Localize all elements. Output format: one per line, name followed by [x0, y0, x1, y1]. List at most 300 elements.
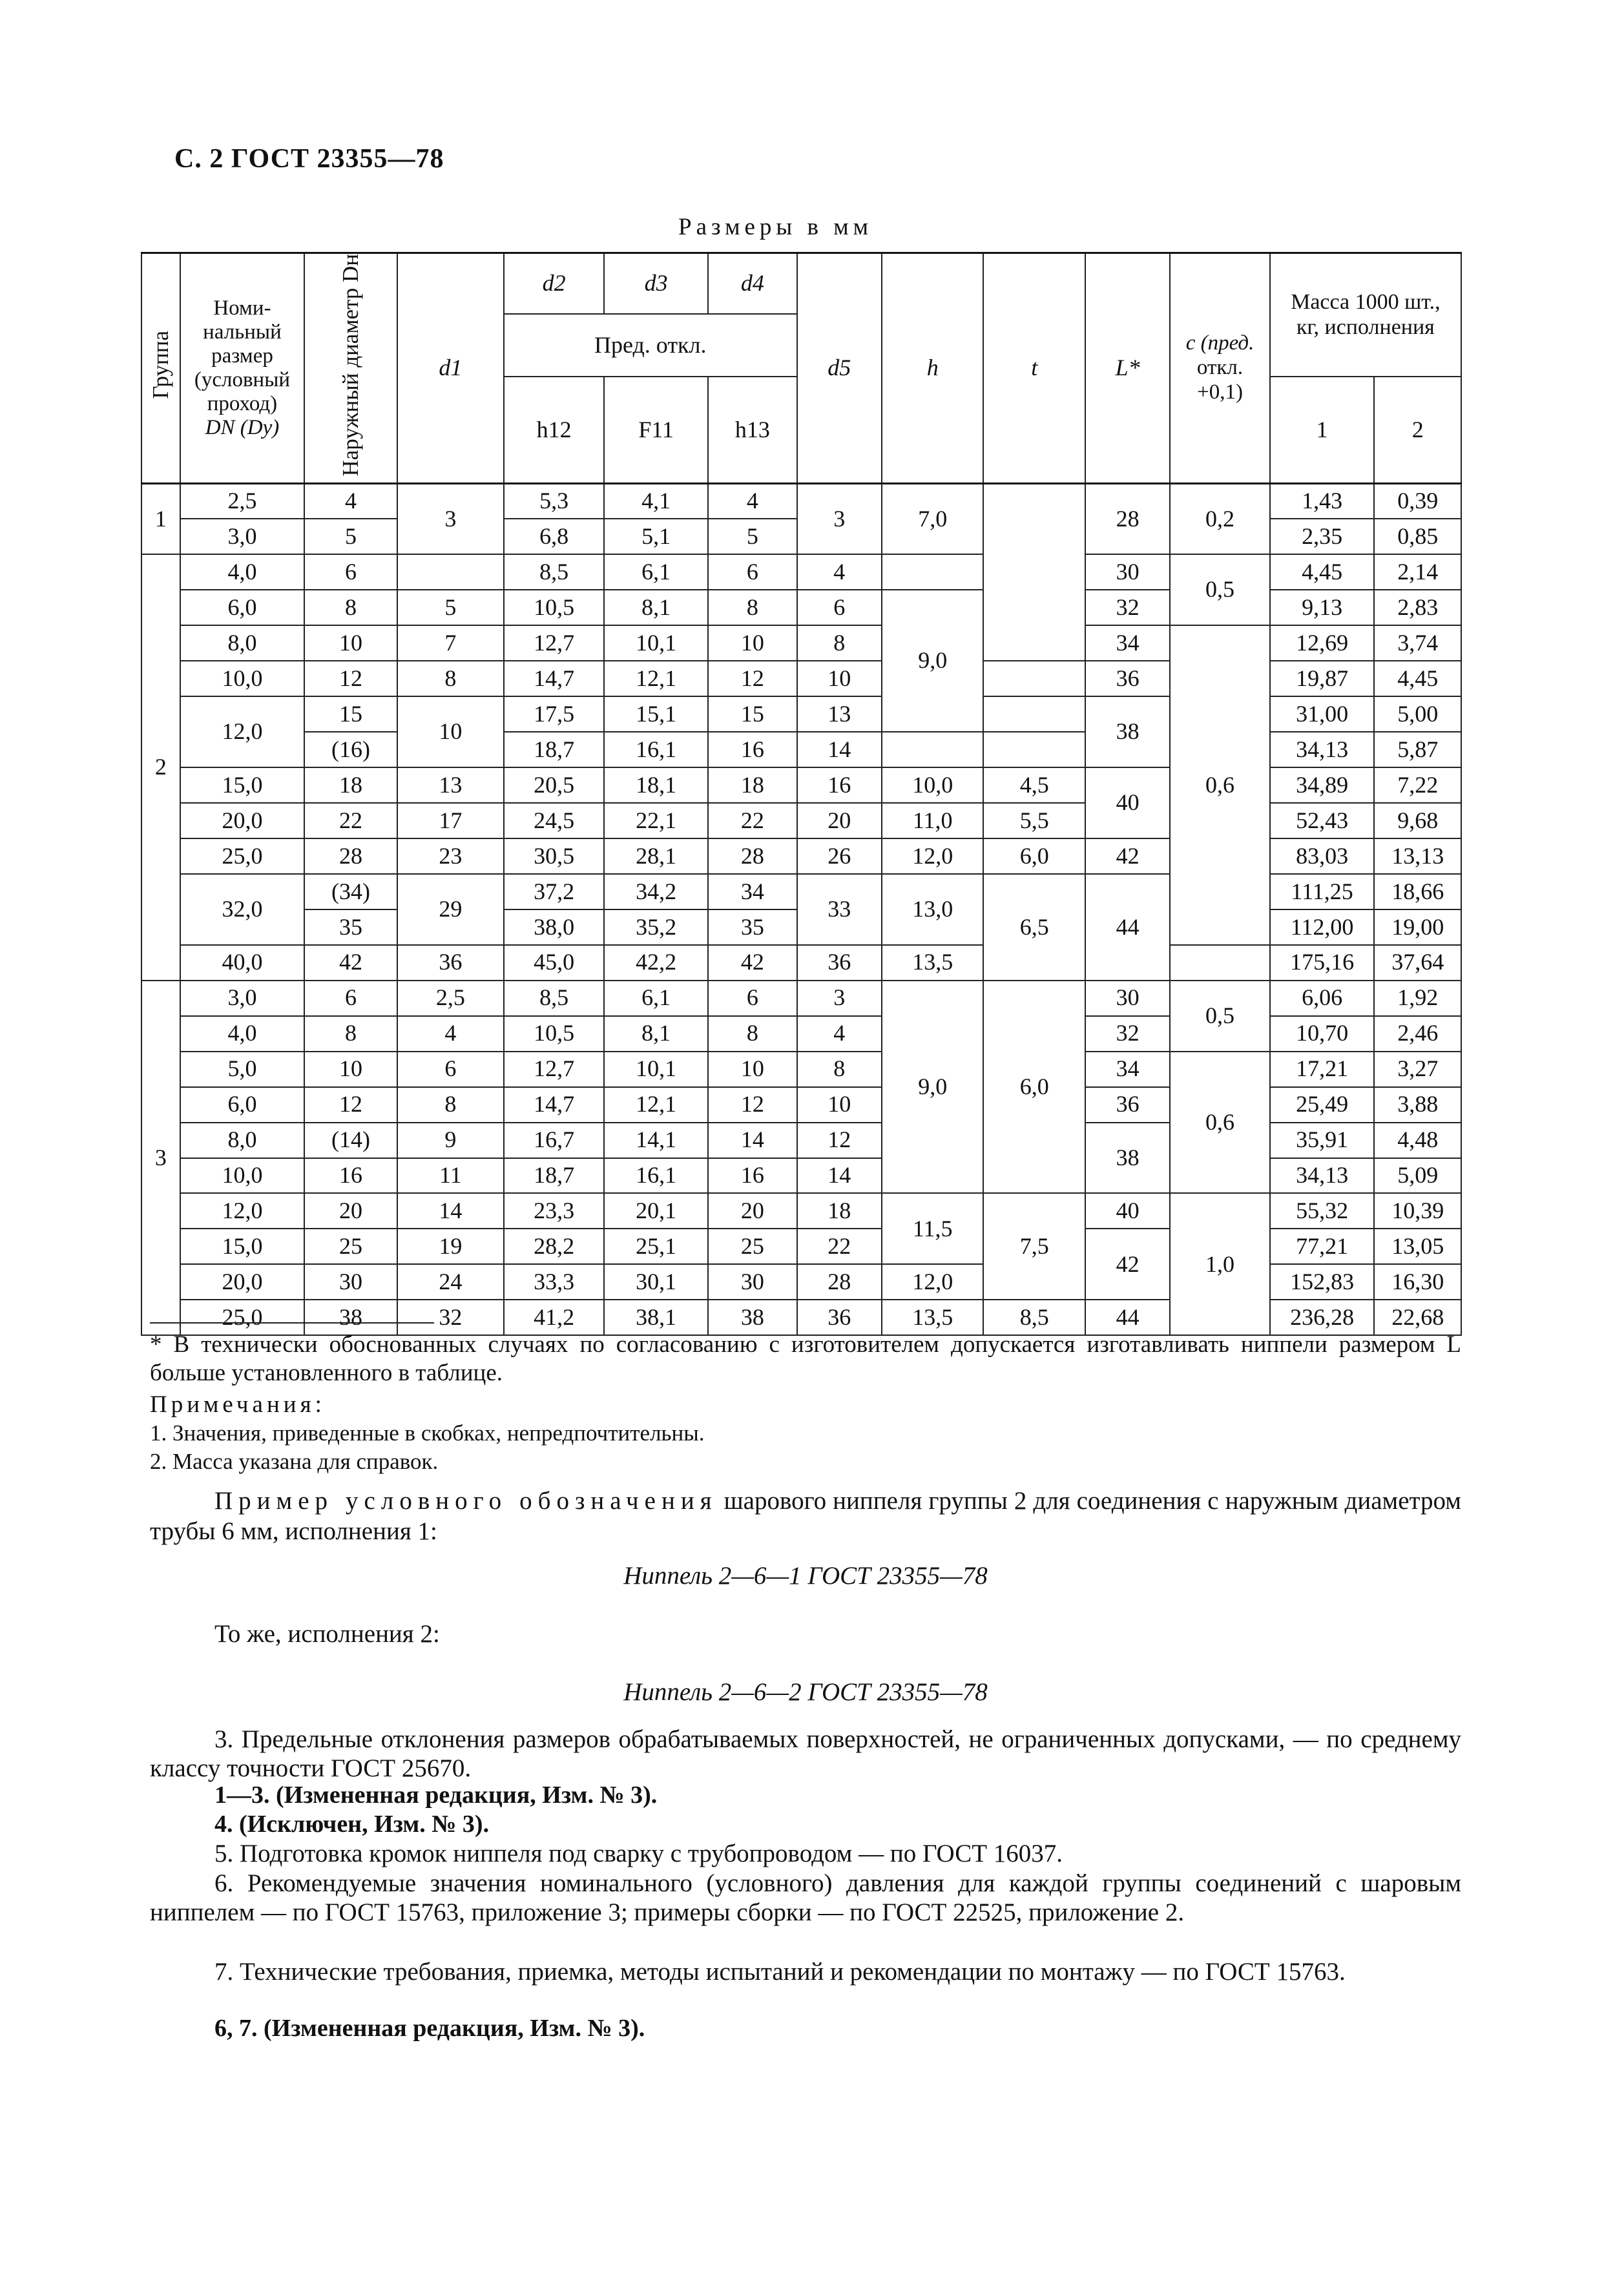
table-cell: 16,30	[1374, 1264, 1461, 1300]
table-cell: 44	[1085, 874, 1170, 981]
table-cell: 7,0	[882, 483, 984, 554]
table-cell: 34,13	[1270, 1158, 1375, 1194]
table-cell: 12,1	[604, 1087, 708, 1123]
table-cell: 35	[304, 909, 397, 945]
table-cell: 3,0	[180, 519, 304, 554]
table-cell: 32	[397, 1300, 504, 1335]
table-cell	[983, 483, 1085, 661]
table-cell: 40,0	[180, 945, 304, 981]
table-cell: 15,0	[180, 767, 304, 803]
table-cell: 9,0	[882, 590, 984, 732]
table-cell: 28	[797, 1264, 882, 1300]
table-cell: 3	[141, 981, 180, 1336]
table-cell: 18,1	[604, 767, 708, 803]
table-cell: 40	[1085, 1193, 1170, 1229]
table-cell: 8	[304, 590, 397, 625]
table-cell: 4,45	[1270, 554, 1375, 590]
table-cell: 42,2	[604, 945, 708, 981]
table-cell: (14)	[304, 1123, 397, 1158]
table-cell: 30,1	[604, 1264, 708, 1300]
table-cell	[983, 696, 1085, 732]
table-cell: 19	[397, 1229, 504, 1264]
table-cell	[983, 732, 1085, 767]
table-cell	[882, 554, 984, 590]
table-cell: 12	[304, 661, 397, 696]
table-cell: 0,85	[1374, 519, 1461, 554]
table-cell	[397, 554, 504, 590]
table-cell: 25,0	[180, 838, 304, 874]
table-cell: 10,0	[882, 767, 984, 803]
table-cell: 45,0	[504, 945, 604, 981]
table-cell: 9,13	[1270, 590, 1375, 625]
table-cell: 42	[304, 945, 397, 981]
table-cell: 6,5	[983, 874, 1085, 981]
table-cell: 4,48	[1374, 1123, 1461, 1158]
header-mass-1: 1	[1270, 377, 1375, 484]
table-cell: 30	[1085, 981, 1170, 1016]
table-cell: 25,0	[180, 1300, 304, 1335]
table-cell: 5,87	[1374, 732, 1461, 767]
note-1: 1. Значения, приведенные в скобках, непредпочтительны.	[150, 1420, 705, 1446]
paragraph-4: 4. (Исключен, Изм. № 3).	[214, 1811, 490, 1838]
header-d3: d3	[604, 253, 708, 314]
table-cell: 4,5	[983, 767, 1085, 803]
header-t: t	[983, 253, 1085, 484]
table-cell: 16,1	[604, 1158, 708, 1194]
table-cell: 7	[397, 625, 504, 661]
table-cell: 4,0	[180, 1016, 304, 1052]
paragraph-6: 6. Рекомендуемые значения номинального (условного) давления для каждой группы соединений с шаровым ниппелем — по ГОСТ 15763, приложение 3; примеры сборки — по ГОСТ 22525, приложение 2.	[150, 1869, 1461, 1926]
table-cell: 6	[797, 590, 882, 625]
table-cell: 13,13	[1374, 838, 1461, 874]
table-cell: 18	[304, 767, 397, 803]
header-h: h	[882, 253, 984, 484]
table-cell: 6	[304, 981, 397, 1016]
table-cell: 18,7	[504, 1158, 604, 1194]
table-cell: 4	[797, 1016, 882, 1052]
table-cell: 15	[304, 696, 397, 732]
table-row	[141, 981, 1461, 1016]
header-tolerance: Пред. откл.	[504, 314, 797, 377]
table-cell	[983, 661, 1085, 696]
table-cell: 1,0	[1170, 1193, 1269, 1335]
table-cell: 8,1	[604, 590, 708, 625]
table-cell: 36	[797, 1300, 882, 1335]
table-cell: 6,1	[604, 981, 708, 1016]
table-cell: 38	[708, 1300, 797, 1335]
table-cell: 28	[708, 838, 797, 874]
table-cell: 10	[304, 625, 397, 661]
table-cell: 28	[1085, 483, 1170, 554]
header-c: c (пред. откл. +0,1)	[1170, 253, 1269, 484]
table-cell: 23	[397, 838, 504, 874]
table-cell: 4,0	[180, 554, 304, 590]
table-cell: 5	[708, 519, 797, 554]
table-cell: 36	[797, 945, 882, 981]
table-cell: 22	[304, 803, 397, 838]
table-cell: 11,0	[882, 803, 984, 838]
table-cell: 32,0	[180, 874, 304, 945]
table-cell: 7,22	[1374, 767, 1461, 803]
table-cell: 34,2	[604, 874, 708, 909]
header-outer-diameter: Наружный диаметр Dн	[304, 253, 397, 484]
table-row	[141, 483, 1461, 519]
table-cell: 5,0	[180, 1052, 304, 1087]
paragraph-7: 7. Технические требования, приемка, методы испытаний и рекомендации по монтажу — по ГОСТ 15763.	[214, 1958, 1346, 1986]
table-cell: 6	[708, 981, 797, 1016]
table-cell: 12,0	[180, 1193, 304, 1229]
table-cell: 12,0	[882, 838, 984, 874]
table-cell: 10,39	[1374, 1193, 1461, 1229]
table-cell: 12	[304, 1087, 397, 1123]
table-cell: 22	[708, 803, 797, 838]
table-cell: 2,83	[1374, 590, 1461, 625]
table-cell: 31,00	[1270, 696, 1375, 732]
table-cell: 8	[397, 661, 504, 696]
table-cell: 14	[397, 1193, 504, 1229]
table-row	[141, 1193, 1461, 1229]
table-cell: 14	[797, 732, 882, 767]
table-cell: 42	[1085, 1229, 1170, 1300]
table-cell: 4,1	[604, 483, 708, 519]
table-cell: 20	[708, 1193, 797, 1229]
table-cell: 20,0	[180, 1264, 304, 1300]
table-cell: 7,5	[983, 1193, 1085, 1300]
table-cell: 10,5	[504, 1016, 604, 1052]
table-cell: 19,00	[1374, 909, 1461, 945]
table-cell: 8	[708, 590, 797, 625]
table-cell: 11	[397, 1158, 504, 1194]
table-cell: 8	[797, 625, 882, 661]
table-cell: 18,7	[504, 732, 604, 767]
example-paragraph	[150, 1486, 1461, 1546]
table-cell: 16	[797, 767, 882, 803]
table-cell: 20,5	[504, 767, 604, 803]
table-cell: 33	[797, 874, 882, 945]
header-tol-d3: F11	[604, 377, 708, 484]
table-cell: 2	[141, 554, 180, 980]
table-cell: 4	[708, 483, 797, 519]
table-cell: 24,5	[504, 803, 604, 838]
table-cell: 10,0	[180, 661, 304, 696]
table-row	[141, 1052, 1461, 1087]
table-cell: 6	[708, 554, 797, 590]
table-cell: 8	[708, 1016, 797, 1052]
table-cell: 3,88	[1374, 1087, 1461, 1123]
table-cell: 6,8	[504, 519, 604, 554]
footnote-rule	[150, 1322, 434, 1324]
table-cell: 10,1	[604, 625, 708, 661]
table-cell: 175,16	[1270, 945, 1375, 981]
paragraph-3: 3. Предельные отклонения размеров обрабатываемых поверхностей, не ограниченных допусками, — по среднему классу точности ГОСТ 25670.	[150, 1725, 1461, 1782]
header-mass-2: 2	[1374, 377, 1461, 484]
header-d5: d5	[797, 253, 882, 484]
table-cell: 152,83	[1270, 1264, 1375, 1300]
table-cell: 4,45	[1374, 661, 1461, 696]
dimensions-table-wrap	[141, 252, 1462, 1331]
table-cell: 17,21	[1270, 1052, 1375, 1087]
table-cell: 34,89	[1270, 767, 1375, 803]
table-cell: 30	[1085, 554, 1170, 590]
table-cell: 2,35	[1270, 519, 1375, 554]
table-cell: 55,32	[1270, 1193, 1375, 1229]
table-cell: 2,5	[397, 981, 504, 1016]
footnote: * В технически обоснованных случаях по согласованию с изготовителем допускается изготавливать ниппели размером L больше установленного в таблице.	[150, 1331, 1461, 1386]
table-cell: 8,1	[604, 1016, 708, 1052]
table-cell: 0,5	[1170, 554, 1269, 625]
table-cell: 12,0	[882, 1264, 984, 1300]
table-cell: 8,0	[180, 625, 304, 661]
table-cell: 83,03	[1270, 838, 1375, 874]
table-cell: 41,2	[504, 1300, 604, 1335]
table-cell: 34,13	[1270, 732, 1375, 767]
table-cell: 42	[708, 945, 797, 981]
page-title: С. 2 ГОСТ 23355—78	[174, 144, 444, 174]
table-cell: 9,68	[1374, 803, 1461, 838]
table-cell: 4	[797, 554, 882, 590]
table-cell: 10	[797, 1087, 882, 1123]
table-cell: 8,5	[504, 981, 604, 1016]
table-cell: 10	[708, 625, 797, 661]
table-cell: 3	[797, 981, 882, 1016]
table-cell: 30	[708, 1264, 797, 1300]
table-cell: 2,14	[1374, 554, 1461, 590]
paragraph-6-7-amend: 6, 7. (Измененная редакция, Изм. № 3).	[214, 2015, 645, 2042]
header-L: L*	[1085, 253, 1170, 484]
table-cell: 42	[1085, 838, 1170, 874]
table-cell: 10	[304, 1052, 397, 1087]
table-cell: 20,1	[604, 1193, 708, 1229]
table-cell: 28	[304, 838, 397, 874]
table-cell: 5	[304, 519, 397, 554]
table-cell: 14	[797, 1158, 882, 1194]
table-cell: 14,1	[604, 1123, 708, 1158]
table-cell: 6,0	[983, 838, 1085, 874]
table-cell: 10	[708, 1052, 797, 1087]
table-cell: 8	[397, 1087, 504, 1123]
table-cell: 25,1	[604, 1229, 708, 1264]
table-cell: 10	[797, 661, 882, 696]
table-cell: 12	[708, 661, 797, 696]
table-cell: 1,43	[1270, 483, 1375, 519]
table-cell: 6,1	[604, 554, 708, 590]
table-cell: 112,00	[1270, 909, 1375, 945]
table-cell: 14	[708, 1123, 797, 1158]
table-cell: 8,5	[983, 1300, 1085, 1335]
table-cell: 12,1	[604, 661, 708, 696]
table-cell: 0,6	[1170, 1052, 1269, 1194]
table-cell: 20	[304, 1193, 397, 1229]
table-cell: 236,28	[1270, 1300, 1375, 1335]
table-cell: 6,0	[180, 590, 304, 625]
table-cell: 13,0	[882, 874, 984, 945]
table-cell: 25	[304, 1229, 397, 1264]
table-cell: 32	[1085, 1016, 1170, 1052]
table-cell: 3	[797, 483, 882, 554]
table-cell: 34	[1085, 625, 1170, 661]
table-cell: 5,5	[983, 803, 1085, 838]
table-cell: 16	[708, 1158, 797, 1194]
table-cell: 10,70	[1270, 1016, 1375, 1052]
table-cell: 17,5	[504, 696, 604, 732]
table-cell: 5,00	[1374, 696, 1461, 732]
table-cell: 10,1	[604, 1052, 708, 1087]
table-cell: 38,0	[504, 909, 604, 945]
table-cell: 8	[304, 1016, 397, 1052]
example-lead: Пример условного обозначения	[214, 1487, 718, 1515]
table-cell: 1	[141, 483, 180, 554]
table-cell: 44	[1085, 1300, 1170, 1335]
table-cell: 8,0	[180, 1123, 304, 1158]
table-cell: 0,5	[1170, 981, 1269, 1052]
table-cell: 14,7	[504, 1087, 604, 1123]
table-cell: 3	[397, 483, 504, 554]
table-cell: 12	[708, 1087, 797, 1123]
table-cell: 35,2	[604, 909, 708, 945]
table-row	[141, 554, 1461, 590]
table-cell: 15,1	[604, 696, 708, 732]
table-cell: 19,87	[1270, 661, 1375, 696]
table-cell: 22,1	[604, 803, 708, 838]
header-d4: d4	[708, 253, 797, 314]
table-cell: 30	[304, 1264, 397, 1300]
table-cell: 6,0	[180, 1087, 304, 1123]
table-cell: 13	[397, 767, 504, 803]
table-cell: 38	[1085, 1123, 1170, 1194]
table-cell: 4	[304, 483, 397, 519]
table-cell: 13,05	[1374, 1229, 1461, 1264]
table-cell: 14,7	[504, 661, 604, 696]
header-nominal-size: Номи- нальный размер (условный проход) DN (Dy)	[180, 253, 304, 484]
table-cell: 25,49	[1270, 1087, 1375, 1123]
table-cell	[1170, 945, 1269, 981]
table-cell: 18	[797, 1193, 882, 1229]
table-cell: 36	[1085, 661, 1170, 696]
table-cell: 13	[797, 696, 882, 732]
table-cell: 12,69	[1270, 625, 1375, 661]
table-cell: 2,46	[1374, 1016, 1461, 1052]
header-group: Группа	[141, 253, 180, 484]
table-cell: 12,0	[180, 696, 304, 767]
table-cell: 10	[397, 696, 504, 767]
note-2: 2. Масса указана для справок.	[150, 1449, 439, 1474]
table-row	[141, 945, 1461, 981]
designation-2: Ниппель 2—6—2 ГОСТ 23355—78	[623, 1678, 988, 1706]
header-mass: Масса 1000 шт., кг, исполнения	[1270, 253, 1461, 377]
table-cell: 11,5	[882, 1193, 984, 1264]
table-cell: 52,43	[1270, 803, 1375, 838]
table-cell: 32	[1085, 590, 1170, 625]
table-cell: 111,25	[1270, 874, 1375, 909]
table-cell: 20	[797, 803, 882, 838]
table-cell: 26	[797, 838, 882, 874]
table-cell: 1,92	[1374, 981, 1461, 1016]
table-cell: 18	[708, 767, 797, 803]
table-cell: 5,3	[504, 483, 604, 519]
table-cell: 6,06	[1270, 981, 1375, 1016]
example-same: То же, исполнения 2:	[214, 1620, 440, 1648]
table-cell: 16	[708, 732, 797, 767]
table-cell: 5,1	[604, 519, 708, 554]
table-cell: 10,0	[180, 1158, 304, 1194]
table-cell: 0,6	[1170, 625, 1269, 945]
dimensions-table	[141, 252, 1462, 1336]
notes-title: Примечания:	[150, 1391, 326, 1418]
table-cell: 15	[708, 696, 797, 732]
table-cell: 25	[708, 1229, 797, 1264]
table-cell: 16,1	[604, 732, 708, 767]
units-caption: Размеры в мм	[678, 214, 873, 240]
table-cell: 34	[708, 874, 797, 909]
table-cell: 29	[397, 874, 504, 945]
header-d1: d1	[397, 253, 504, 484]
table-cell: 36	[1085, 1087, 1170, 1123]
table-cell: 22,68	[1374, 1300, 1461, 1335]
table-cell: 5,09	[1374, 1158, 1461, 1194]
table-cell: 17	[397, 803, 504, 838]
table-cell: (16)	[304, 732, 397, 767]
table-cell: 8	[797, 1052, 882, 1087]
table-cell: 6	[304, 554, 397, 590]
table-cell: 3,74	[1374, 625, 1461, 661]
table-cell: 37,64	[1374, 945, 1461, 981]
table-cell: (34)	[304, 874, 397, 909]
table-cell: 10,5	[504, 590, 604, 625]
header-tol-d2: h12	[504, 377, 604, 484]
table-cell: 0,39	[1374, 483, 1461, 519]
table-cell: 3,0	[180, 981, 304, 1016]
table-cell	[882, 732, 984, 767]
table-cell: 4	[397, 1016, 504, 1052]
table-cell: 20,0	[180, 803, 304, 838]
table-cell: 77,21	[1270, 1229, 1375, 1264]
designation-1: Ниппель 2—6—1 ГОСТ 23355—78	[623, 1562, 988, 1590]
table-cell: 0,2	[1170, 483, 1269, 554]
table-cell: 6,0	[983, 981, 1085, 1194]
table-cell: 33,3	[504, 1264, 604, 1300]
paragraph-1-3-amend: 1—3. (Измененная редакция, Изм. № 3).	[214, 1782, 658, 1809]
table-cell: 40	[1085, 767, 1170, 838]
table-cell: 2,5	[180, 483, 304, 519]
table-cell: 38	[304, 1300, 397, 1335]
table-cell: 30,5	[504, 838, 604, 874]
paragraph-5: 5. Подготовка кромок ниппеля под сварку с трубопроводом — по ГОСТ 16037.	[214, 1840, 1063, 1867]
table-cell: 38,1	[604, 1300, 708, 1335]
example-text: шарового ниппеля группы 2 для соединения с наружным диаметром трубы 6 мм, исполнения 1:	[150, 1487, 1461, 1545]
table-cell: 37,2	[504, 874, 604, 909]
table-cell: 23,3	[504, 1193, 604, 1229]
table-cell: 12	[797, 1123, 882, 1158]
table-cell: 38	[1085, 696, 1170, 767]
table-cell: 34	[1085, 1052, 1170, 1087]
table-cell: 5	[397, 590, 504, 625]
table-cell: 24	[397, 1264, 504, 1300]
table-cell: 16	[304, 1158, 397, 1194]
header-d2: d2	[504, 253, 604, 314]
table-cell: 18,66	[1374, 874, 1461, 909]
table-cell: 35	[708, 909, 797, 945]
table-cell: 22	[797, 1229, 882, 1264]
table-cell: 15,0	[180, 1229, 304, 1264]
table-cell: 8,5	[504, 554, 604, 590]
table-cell: 9	[397, 1123, 504, 1158]
table-cell: 13,5	[882, 945, 984, 981]
table-cell: 3,27	[1374, 1052, 1461, 1087]
table-cell: 35,91	[1270, 1123, 1375, 1158]
table-cell: 12,7	[504, 1052, 604, 1087]
table-cell: 9,0	[882, 981, 984, 1194]
table-cell: 28,2	[504, 1229, 604, 1264]
